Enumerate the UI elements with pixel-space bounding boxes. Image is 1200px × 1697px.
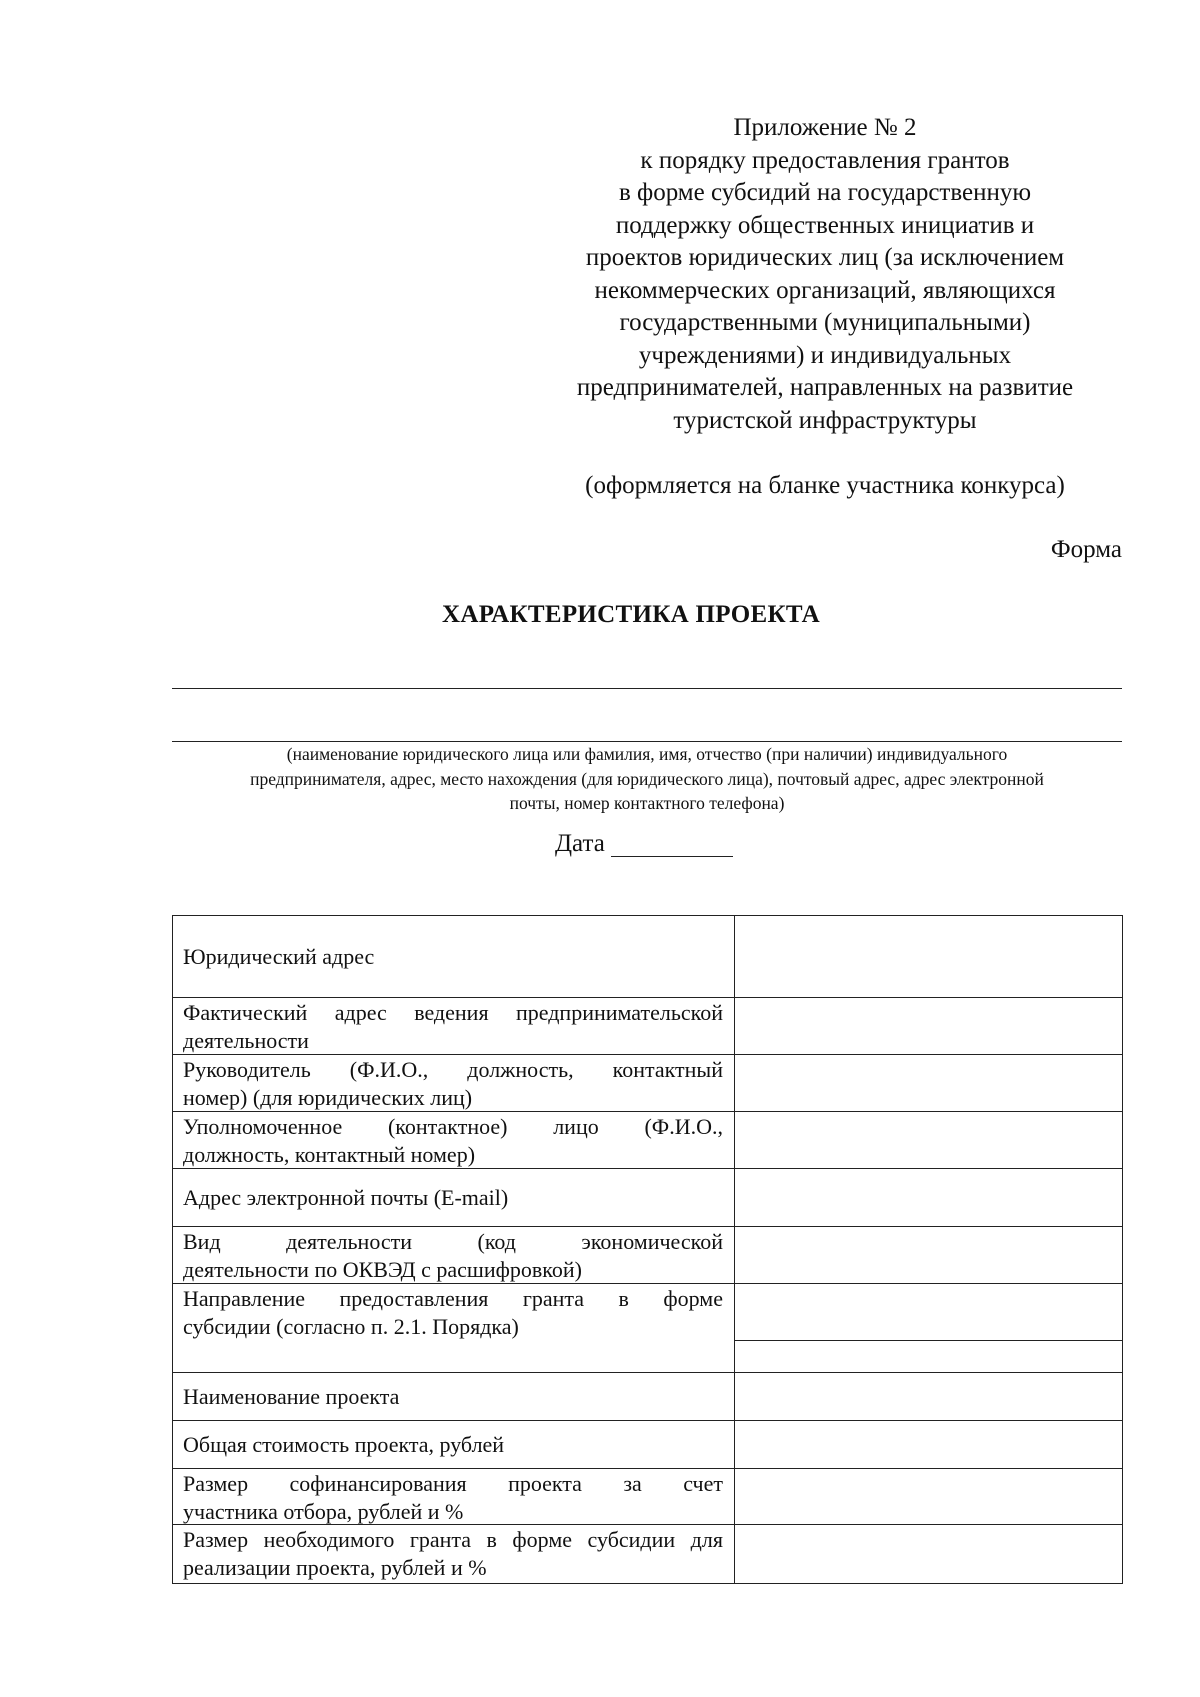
letterhead-note: (оформляется на бланке участника конкурса) xyxy=(585,472,1065,499)
appendix-line: туристской инфраструктуры xyxy=(673,406,977,434)
row-label-line xyxy=(183,1285,723,1313)
table-value-cell[interactable] xyxy=(736,1470,1121,1523)
table-value-cell[interactable] xyxy=(736,1113,1121,1167)
applicant-caption xyxy=(172,742,1122,816)
appendix-line: некоммерческих организаций, являющихся xyxy=(594,276,1056,304)
row-label-word: за xyxy=(623,1471,642,1496)
table-value-cell[interactable] xyxy=(736,1526,1121,1582)
row-label-word: субсидии xyxy=(587,1527,676,1552)
appendix-header xyxy=(530,112,1120,437)
table-row-label xyxy=(183,1285,723,1341)
row-label-word: в xyxy=(486,1527,497,1552)
row-label-line: Адрес электронной почты (E-mail) xyxy=(183,1185,509,1210)
row-label-word: необходимого xyxy=(263,1527,395,1552)
date-field xyxy=(555,830,733,858)
table-row-label xyxy=(183,1526,723,1582)
row-label-word: экономической xyxy=(581,1229,723,1254)
appendix-line: поддержку общественных инициатив и xyxy=(615,211,1035,239)
row-label-word: гранта xyxy=(409,1527,472,1552)
row-label-line: деятельности по ОКВЭД с расшифровкой) xyxy=(183,1257,582,1282)
appendix-line: в форме субсидий на государственную xyxy=(618,179,1032,206)
appendix-line: проектов юридических лиц (за исключением xyxy=(585,244,1065,271)
row-label-word: Размер xyxy=(183,1527,249,1552)
form-label: Форма xyxy=(1050,536,1122,563)
row-label-line: должность, контактный номер) xyxy=(183,1142,476,1167)
row-label-word: Вид xyxy=(183,1229,221,1254)
applicant-name-line[interactable] xyxy=(172,688,1122,689)
table-value-cell[interactable] xyxy=(736,1422,1121,1467)
table-row-label xyxy=(183,1184,723,1212)
caption-line: (наименование юридического лица или фамилия, имя, отчество (при наличии) индивидуального xyxy=(286,744,1008,764)
row-label-line xyxy=(183,1113,723,1141)
row-label-word: предпринимательской xyxy=(515,1000,723,1025)
row-label-word: (код xyxy=(477,1229,516,1254)
caption-line: почты, номер контактного телефона) xyxy=(509,793,785,813)
appendix-line: к порядку предоставления грантов xyxy=(640,146,1010,174)
row-label-line xyxy=(183,999,723,1027)
row-label-word: проекта xyxy=(508,1471,582,1496)
row-label-line: участника отбора, рублей и % xyxy=(183,1499,464,1524)
page-title: ХАРАКТЕРИСТИКА ПРОЕКТА xyxy=(442,601,820,628)
table-row-label xyxy=(183,1383,723,1411)
row-label-word: (Ф.И.О., xyxy=(644,1114,723,1139)
date-label: Дата xyxy=(555,830,605,857)
row-label-word: контактный xyxy=(612,1057,723,1082)
table-column-border xyxy=(172,915,173,1584)
row-label-word: Размер xyxy=(183,1471,249,1496)
appendix-line: Приложение № 2 xyxy=(733,114,917,141)
row-label-word: адрес xyxy=(334,1000,387,1025)
row-label-word: форме xyxy=(512,1527,573,1552)
row-label-word: Уполномоченное xyxy=(183,1114,343,1139)
row-label-line: номер) (для юридических лиц) xyxy=(183,1085,473,1110)
row-label-line xyxy=(183,1228,723,1256)
row-label-word: для xyxy=(690,1527,723,1552)
row-label-line xyxy=(183,1526,723,1554)
row-label-word: в xyxy=(618,1286,629,1311)
table-row-border xyxy=(172,1583,1123,1584)
row-label-line: деятельности xyxy=(183,1028,309,1053)
appendix-line: государственными (муниципальными) xyxy=(619,309,1031,336)
row-label-line: Общая стоимость проекта, рублей xyxy=(183,1432,505,1457)
row-label-line: реализации проекта, рублей и % xyxy=(183,1555,487,1580)
row-label-word: софинансирования xyxy=(289,1471,467,1496)
table-value-cell[interactable] xyxy=(736,1056,1121,1110)
row-label-line xyxy=(183,1056,723,1084)
row-label-word: форме xyxy=(663,1286,723,1311)
table-row-label xyxy=(183,1113,723,1169)
appendix-line: предпринимателей, направленных на развитие xyxy=(576,374,1074,401)
table-row-label xyxy=(183,1431,723,1459)
table-row-label xyxy=(183,1056,723,1112)
row-label-word: Фактический xyxy=(183,1000,308,1025)
appendix-line: учреждениями) и индивидуальных xyxy=(638,341,1012,369)
row-label-word: (контактное) xyxy=(387,1114,508,1139)
table-row-label xyxy=(183,1228,723,1284)
table-value-cell[interactable] xyxy=(736,1374,1121,1419)
row-label-word: счет xyxy=(683,1471,723,1496)
table-value-cell[interactable] xyxy=(736,1285,1121,1371)
table-row-label xyxy=(183,943,723,971)
row-label-word: должность, xyxy=(467,1057,574,1082)
row-label-word: лицо xyxy=(553,1114,599,1139)
row-label-word: предоставления xyxy=(339,1286,489,1311)
table-row-label xyxy=(183,999,723,1055)
table-value-cell[interactable] xyxy=(736,1170,1121,1225)
table-value-cell[interactable] xyxy=(736,1228,1121,1282)
row-label-line: Юридический адрес xyxy=(183,944,375,969)
row-label-word: гранта xyxy=(522,1286,585,1311)
table-row-label xyxy=(183,1470,723,1526)
row-label-word: ведения xyxy=(414,1000,489,1025)
table-value-cell[interactable] xyxy=(736,999,1121,1053)
table-value-cell[interactable] xyxy=(736,917,1121,996)
row-label-line: субсидии (согласно п. 2.1. Порядка) xyxy=(183,1314,519,1339)
row-label-word: деятельности xyxy=(286,1229,413,1254)
row-label-line: Наименование проекта xyxy=(183,1384,400,1409)
row-label-line xyxy=(183,1470,723,1498)
row-label-word: (Ф.И.О., xyxy=(349,1057,429,1082)
row-label-word: Руководитель xyxy=(183,1057,311,1082)
caption-line: предпринимателя, адрес, место нахождения (для юридического лица), почтовый адрес, адрес электронной xyxy=(250,768,1044,789)
table-column-border xyxy=(1122,915,1123,1584)
date-blank[interactable] xyxy=(611,830,733,857)
row-label-word: Направление xyxy=(183,1286,306,1311)
